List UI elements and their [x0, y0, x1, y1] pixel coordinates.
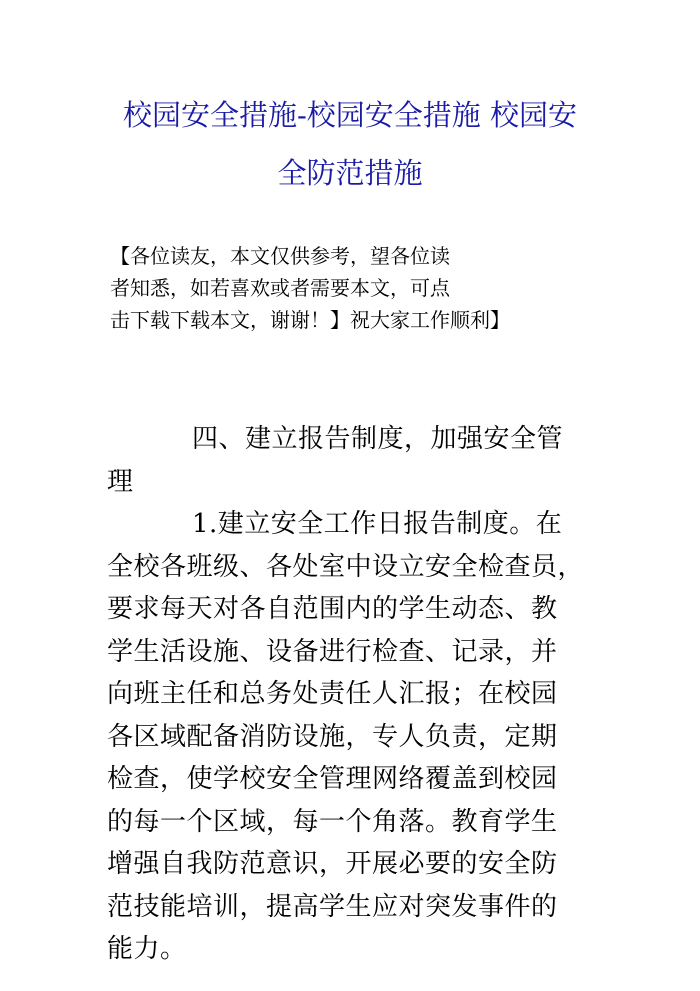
title-line-2: 全防范措施: [277, 156, 423, 190]
paragraph-line-8: 的每一个区域，每一个角落。教育学生: [107, 806, 558, 837]
document-title: [90, 86, 610, 202]
paragraph-line-7: 检查，使学校安全管理网络覆盖到校园: [107, 764, 558, 794]
notice-line-2: 者知悉，如若喜欢或者需要本文，可点: [110, 276, 450, 300]
document-body: [107, 418, 602, 971]
paragraph-line-11: 能力。: [107, 934, 187, 964]
paragraph-line-3: 要求每天对各自范围内的学生动态、教: [107, 594, 558, 624]
paragraph-line-1: 1.建立安全工作日报告制度。在: [192, 509, 563, 539]
paragraph-line-2: 全校各班级、各处室中设立安全检查员，: [107, 551, 585, 582]
paragraph-line-4: 学生活设施、设备进行检查、记录，并: [107, 636, 558, 667]
notice-line-3: 击下载下载本文，谢谢！】祝大家工作顺利】: [110, 308, 510, 332]
section-heading-line-1: 四、建立报告制度，加强安全管: [192, 424, 564, 454]
notice-line-1: 【各位读友，本文仅供参考，望各位读: [110, 244, 450, 268]
paragraph-line-10: 范技能培训，提高学生应对突发事件的: [107, 891, 558, 922]
paragraph-line-5: 向班主任和总务处责任人汇报；在校园: [107, 679, 558, 709]
reader-notice: [110, 240, 570, 336]
title-line-1: 校园安全措施-校园安全措施 校园安: [122, 98, 578, 132]
section-heading-line-2: 理: [107, 466, 134, 497]
paragraph-line-6: 各区域配备消防设施，专人负责，定期: [107, 721, 558, 752]
paragraph-line-9: 增强自我防范意识，开展必要的安全防: [107, 849, 558, 879]
